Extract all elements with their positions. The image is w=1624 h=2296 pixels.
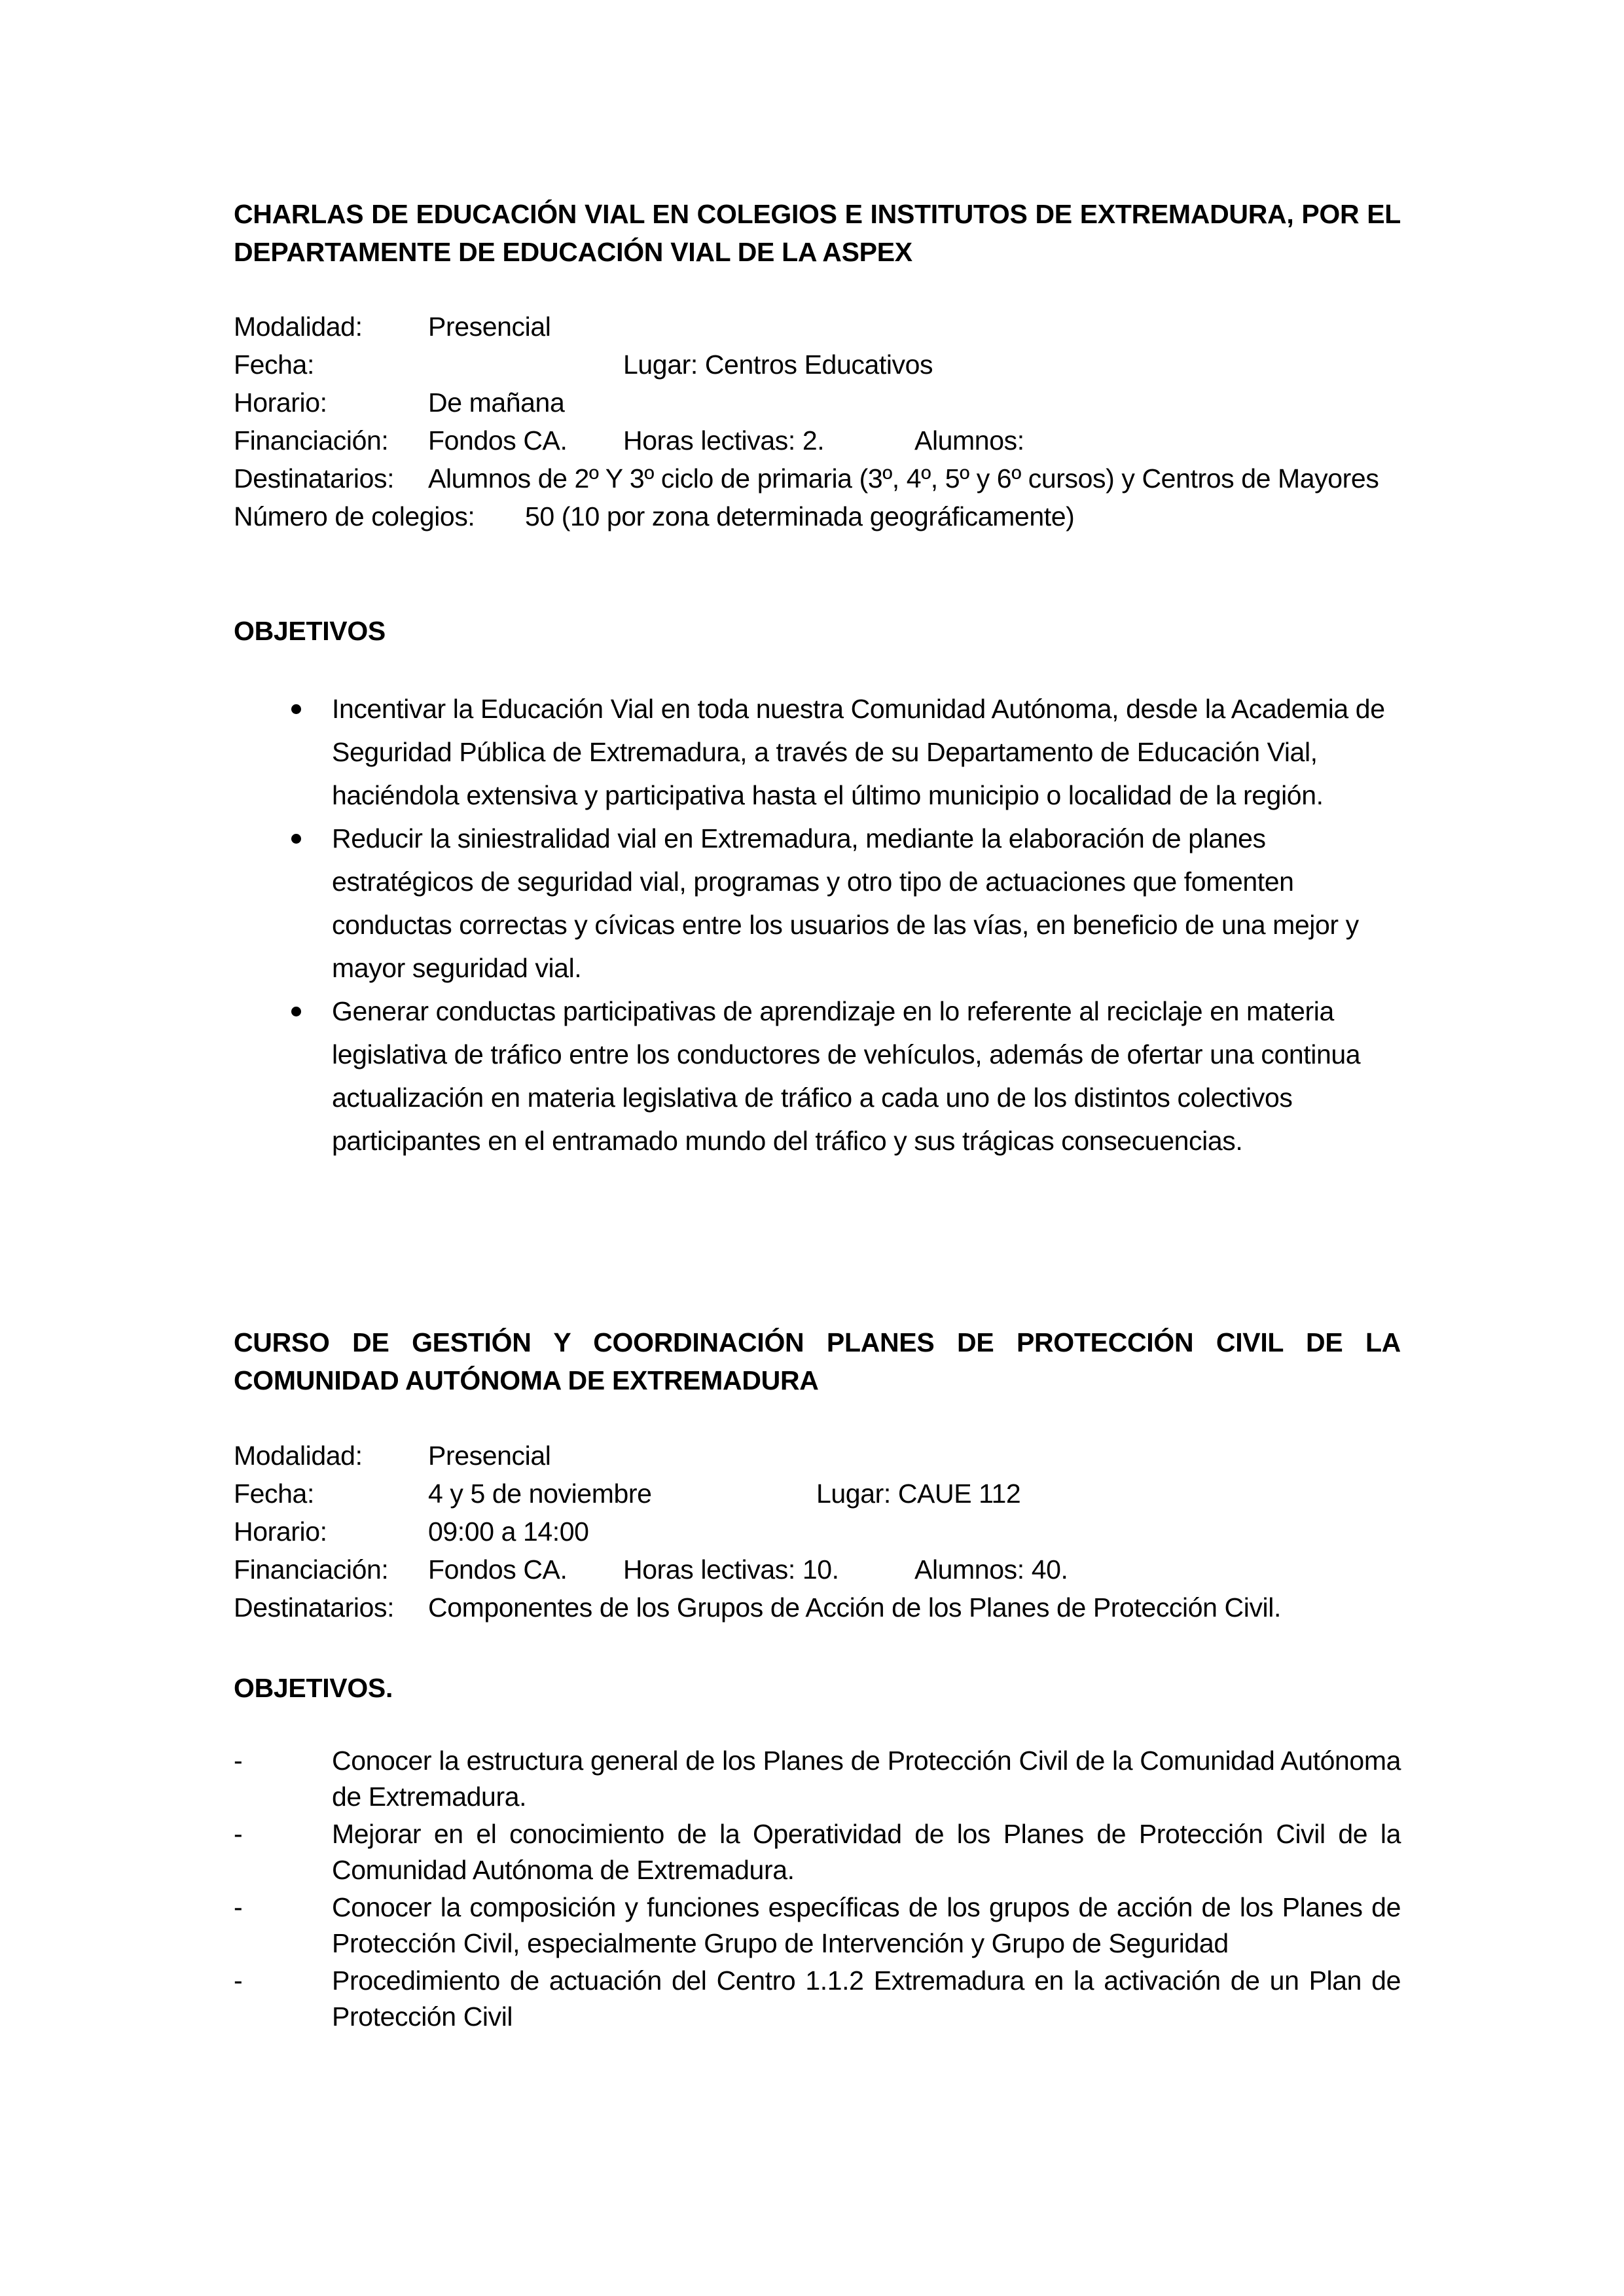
bullet-icon [291, 834, 301, 844]
horario-label: Horario: [234, 387, 327, 418]
destinatarios-label: Destinatarios: [234, 1592, 395, 1623]
objetivo-text: Reducir la siniestralidad vial en Extremadura, mediante la elaboración de planes estratégicos de seguridad vial, programas y otro tipo de actuaciones que fomenten conductas correctas y cívicas entre los usuarios de las vías, en beneficio de una mejor y mayor seguridad vial. [332, 823, 1359, 983]
list-item [234, 1890, 1401, 1962]
list-item [234, 1963, 1401, 2035]
destinatarios-value: Componentes de los Grupos de Acción de los Planes de Protección Civil. [428, 1592, 1281, 1623]
list-item [234, 817, 1401, 990]
list-item [234, 1743, 1401, 1815]
fecha-label: Fecha: [234, 350, 314, 380]
financiacion-label: Financiación: [234, 1554, 389, 1585]
list-item [234, 1816, 1401, 1888]
bullet-icon [291, 704, 301, 714]
section1-title: CHARLAS DE EDUCACIÓN VIAL EN COLEGIOS E INSTITUTOS DE EXTREMADURA, POR EL DEPARTAMENTE DE EDUCACIÓN VIAL DE LA ASPEX [234, 199, 1401, 267]
dash-marker: - [234, 1819, 243, 1849]
financiacion-row [234, 1551, 1401, 1588]
modalidad-row [234, 1437, 1401, 1475]
horas-lectivas: Horas lectivas: 10. [623, 1554, 839, 1585]
destinatarios-label: Destinatarios: [234, 463, 395, 493]
colegios-label: Número de colegios: [234, 501, 475, 531]
objetivo-text: Incentivar la Educación Vial en toda nuestra Comunidad Autónoma, desde la Academia de Seguridad Pública de Extremadura, a través de su Departamento de Educación Vial, haciéndola extensiva y participativa hasta el último municipio o localidad de la región. [332, 694, 1385, 810]
bullet-icon [291, 1007, 301, 1016]
section1-fields [234, 308, 1401, 535]
objetivo-text: Conocer la estructura general de los Planes de Protección Civil de la Comunidad Autónoma de Extremadura. [332, 1746, 1401, 1812]
destinatarios-row [234, 1588, 1401, 1626]
objetivo-text: Procedimiento de actuación del Centro 1.1.2 Extremadura en la activación de un Plan de Protección Civil [332, 1965, 1401, 2032]
financiacion-value: Fondos CA. [428, 1554, 568, 1585]
fecha-value: 4 y 5 de noviembre [428, 1479, 652, 1509]
horario-value: 09:00 a 14:00 [428, 1516, 589, 1547]
alumnos: Alumnos: [914, 425, 1024, 456]
lugar-value: Lugar: CAUE 112 [816, 1479, 1021, 1509]
section1-objetivos-heading: OBJETIVOS [234, 616, 386, 646]
objetivo-text: Mejorar en el conocimiento de la Operatividad de los Planes de Protección Civil de la Comunidad Autónoma de Extremadura. [332, 1819, 1401, 1885]
modalidad-label: Modalidad: [234, 312, 363, 342]
fecha-row [234, 1475, 1401, 1513]
alumnos: Alumnos: 40. [914, 1554, 1068, 1585]
colegios-value: 50 (10 por zona determinada geográficamente) [525, 501, 1075, 531]
dash-marker: - [234, 1892, 243, 1922]
lugar-value: Lugar: Centros Educativos [623, 350, 933, 380]
modalidad-value: Presencial [428, 312, 551, 342]
financiacion-value: Fondos CA. [428, 425, 568, 456]
section2-title: CURSO DE GESTIÓN Y COORDINACIÓN PLANES DE PROTECCIÓN CIVIL DE LA COMUNIDAD AUTÓNOMA DE EXTREMADURA [234, 1327, 1401, 1395]
objetivo-text: Generar conductas participativas de aprendizaje en lo referente al reciclaje en materia legislativa de tráfico entre los conductores de vehículos, además de ofertar una continua actualización en materia legislativa de tráfico a cada uno de los distintos colectivos participantes en el entramado mundo del tráfico y sus trágicas consecuencias. [332, 996, 1361, 1156]
colegios-row [234, 497, 1401, 535]
section2-fields [234, 1437, 1401, 1626]
modalidad-row [234, 308, 1401, 346]
dash-marker: - [234, 1965, 243, 1996]
section1-objetivos-list [234, 687, 1401, 1162]
modalidad-value: Presencial [428, 1441, 551, 1471]
list-item [234, 687, 1401, 817]
financiacion-row [234, 422, 1401, 459]
dash-marker: - [234, 1746, 243, 1776]
section2-objetivos-list [234, 1743, 1401, 2036]
destinatarios-value: Alumnos de 2º Y 3º ciclo de primaria (3º, 4º, 5º y 6º cursos) y Centros de Mayores [428, 463, 1379, 493]
section2-objetivos-heading: OBJETIVOS. [234, 1673, 393, 1703]
horario-row [234, 1513, 1401, 1551]
horario-row [234, 384, 1401, 422]
modalidad-label: Modalidad: [234, 1441, 363, 1471]
destinatarios-row [234, 459, 1401, 497]
objetivo-text: Conocer la composición y funciones específicas de los grupos de acción de los Planes de Protección Civil, especialmente Grupo de Intervención y Grupo de Seguridad [332, 1892, 1401, 1958]
fecha-label: Fecha: [234, 1479, 314, 1509]
horario-value: De mañana [428, 387, 565, 418]
horario-label: Horario: [234, 1516, 327, 1547]
fecha-row [234, 346, 1401, 384]
financiacion-label: Financiación: [234, 425, 389, 456]
list-item [234, 990, 1401, 1162]
horas-lectivas: Horas lectivas: 2. [623, 425, 825, 456]
